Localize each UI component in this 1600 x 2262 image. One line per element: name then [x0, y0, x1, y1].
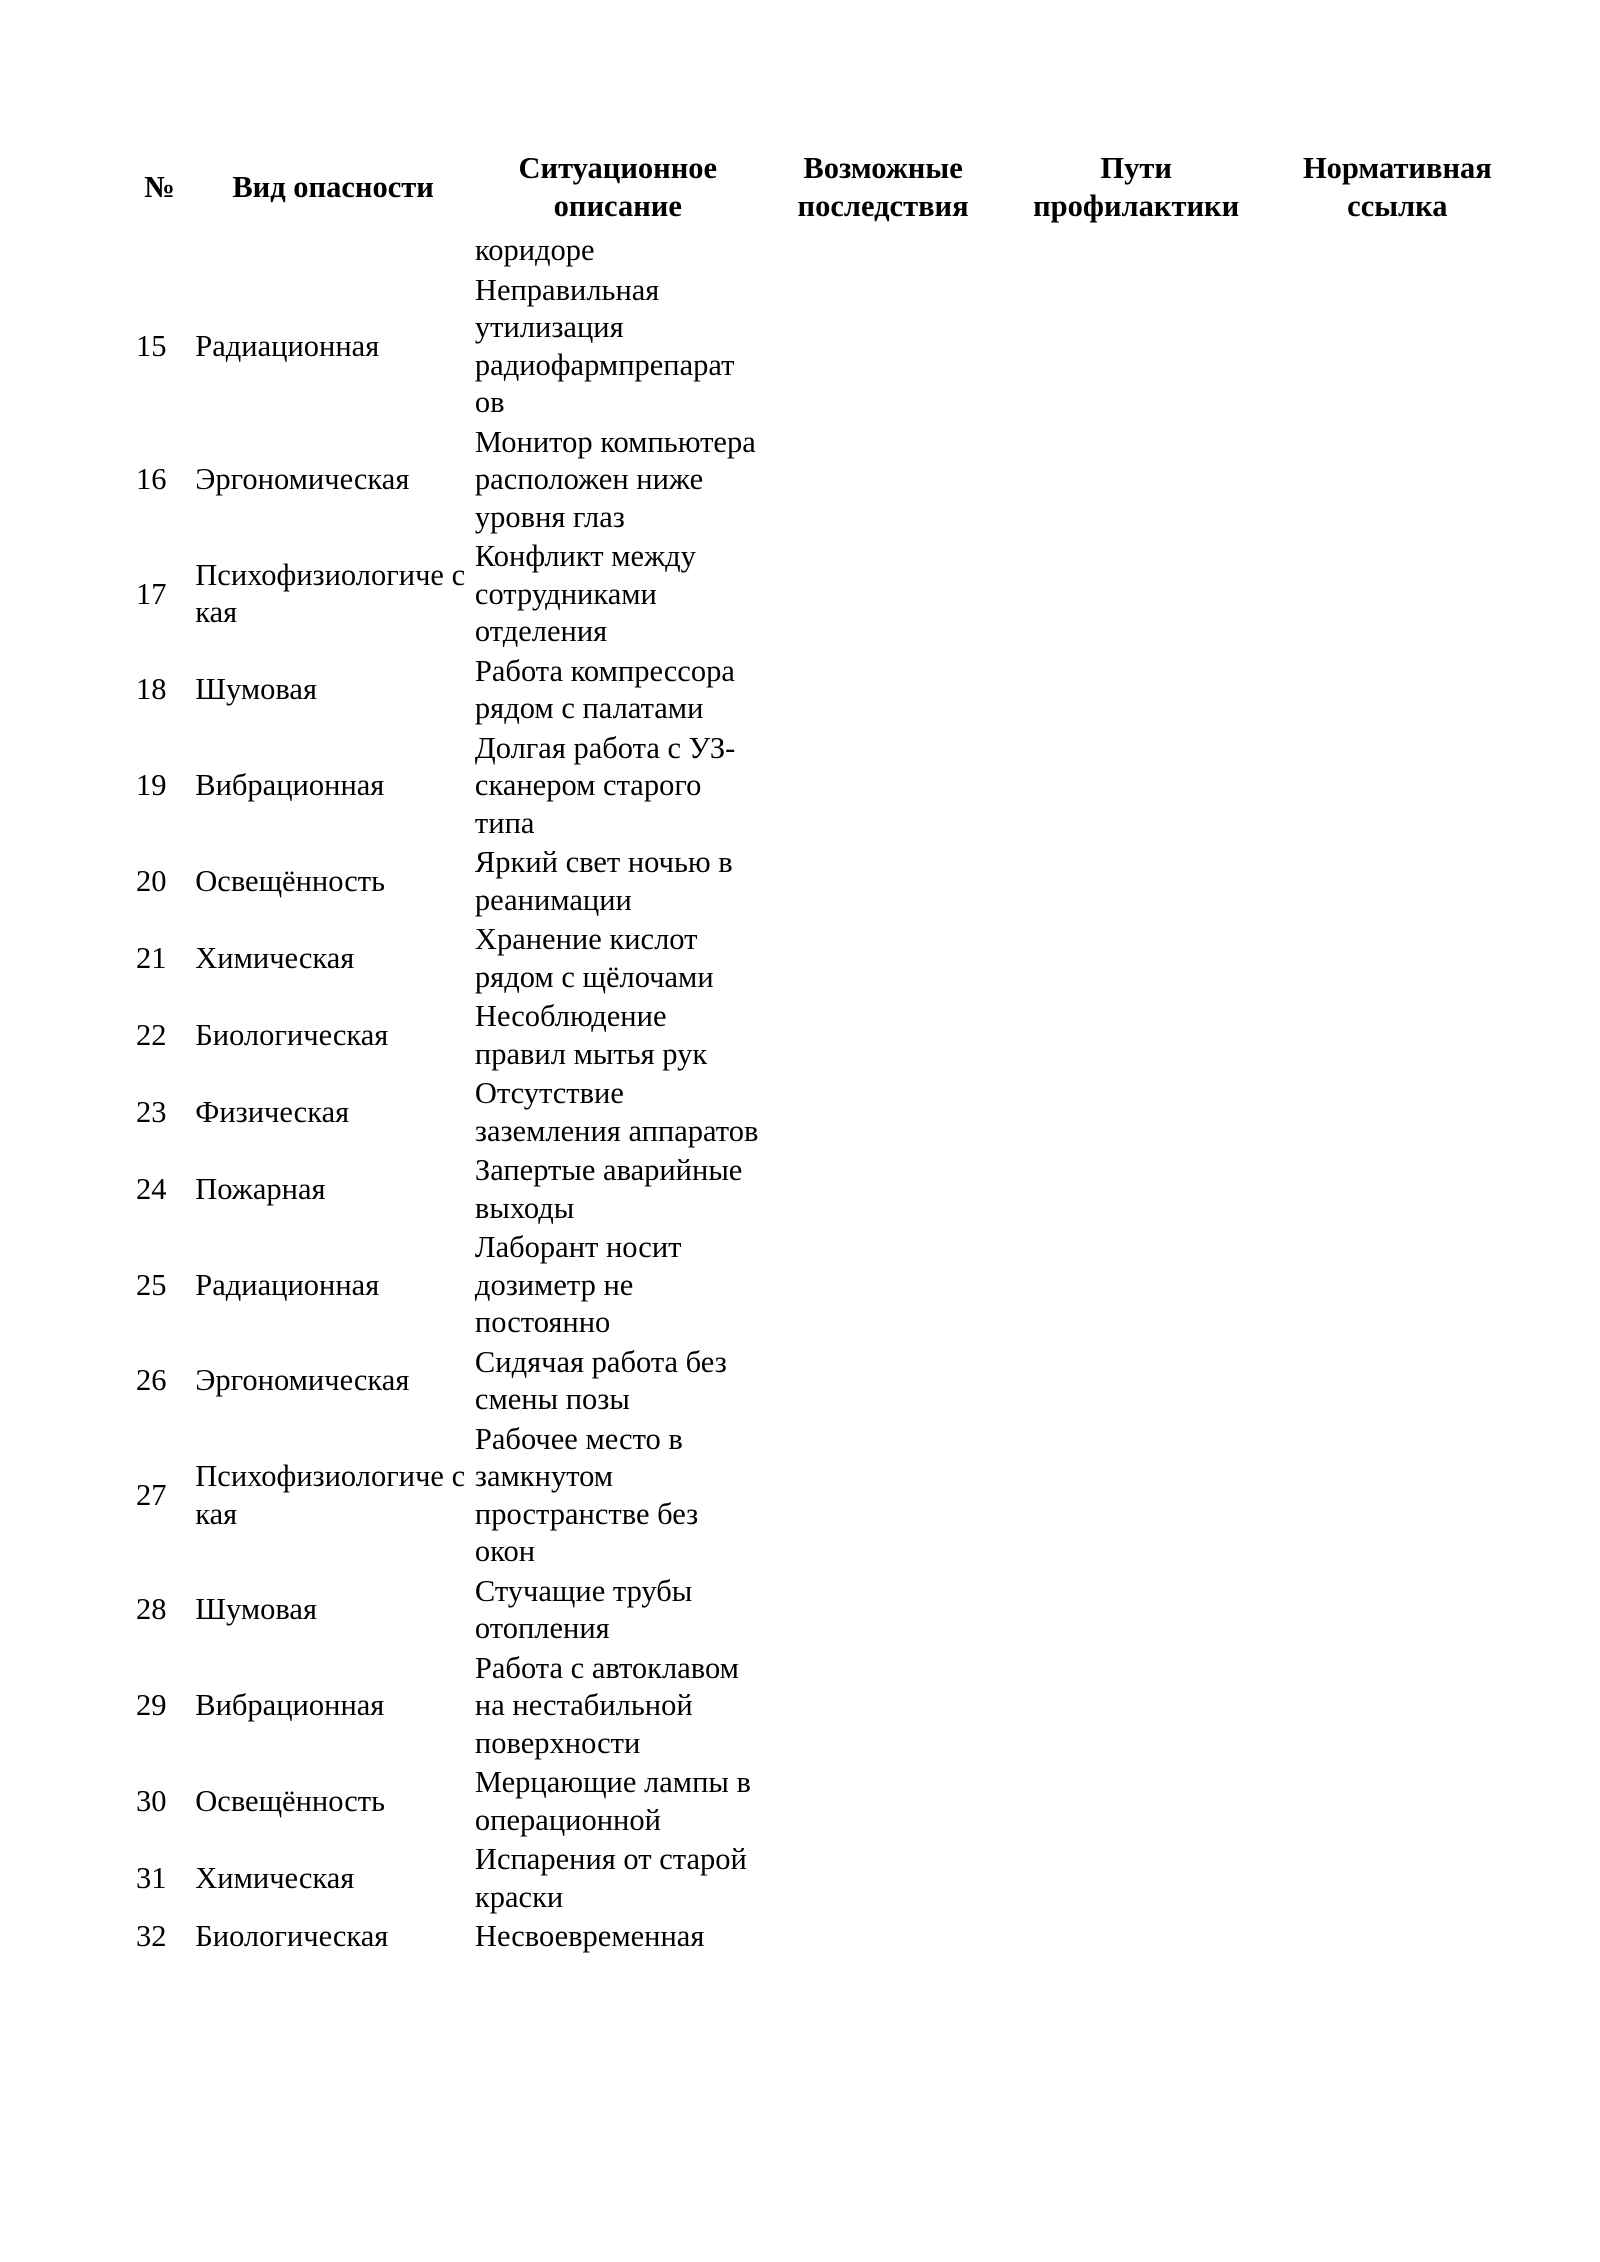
cell-reference — [1267, 537, 1528, 652]
table-row — [128, 271, 1528, 423]
cell-consequences — [761, 920, 1006, 997]
header-hazard-type: Вид опасности — [232, 169, 434, 204]
cell-consequences — [761, 1151, 1006, 1228]
cell-hazard-type: Вибрационная — [195, 1688, 385, 1722]
cell-prevention — [1006, 1074, 1267, 1151]
cell-prevention — [1006, 1763, 1267, 1840]
cell-prevention — [1006, 997, 1267, 1074]
cell-hazard-type: Радиационная — [195, 1267, 380, 1302]
cell-consequences — [761, 729, 1006, 844]
cell-prevention — [1006, 843, 1267, 920]
cell-prevention — [1006, 1840, 1267, 1917]
cell-reference — [1267, 1763, 1528, 1840]
cell-situation: Хранение кислот рядом с щёлочами — [474, 922, 714, 994]
cell-hazard-type: Химическая — [195, 940, 355, 975]
cell-hazard-type: Эргономическая — [195, 1363, 410, 1398]
cell-number: 29 — [136, 1688, 167, 1722]
cell-reference — [1267, 1228, 1528, 1343]
cell-number: 31 — [136, 1860, 167, 1895]
cell-situation: Работа компрессора рядом с палатами — [474, 653, 735, 725]
cell-situation: Долгая работа с УЗ-сканером старого типа — [474, 730, 736, 840]
cell-prevention — [1006, 271, 1267, 423]
cell-reference — [1267, 1840, 1528, 1917]
cell-reference — [1267, 729, 1528, 844]
cell-consequences — [761, 1649, 1006, 1764]
cell-situation: Несвоевременная — [474, 1919, 705, 1953]
cell-situation: Работа с автоклавом на нестабильной поверхности — [474, 1650, 739, 1760]
table-row — [128, 843, 1528, 920]
cell-hazard-type: Психофизиологиче ская — [195, 1459, 466, 1531]
table-row — [128, 1074, 1528, 1151]
cell-number: 19 — [136, 768, 167, 802]
table-header — [128, 150, 1528, 231]
cell-number — [128, 231, 191, 271]
cell-consequences — [761, 1763, 1006, 1840]
cell-number: 32 — [136, 1919, 167, 1953]
cell-prevention — [1006, 231, 1267, 271]
table-row — [128, 1572, 1528, 1649]
cell-prevention — [1006, 1343, 1267, 1420]
table-row — [128, 1917, 1528, 1957]
cell-situation: коридоре — [474, 233, 595, 267]
cell-hazard-type — [191, 231, 475, 271]
table-row — [128, 920, 1528, 997]
cell-hazard-type: Освещённость — [195, 863, 386, 898]
cell-number: 16 — [136, 462, 167, 496]
cell-number: 23 — [136, 1094, 167, 1129]
cell-hazard-type: Физическая — [195, 1094, 350, 1129]
cell-hazard-type: Вибрационная — [195, 768, 385, 802]
cell-reference — [1267, 1420, 1528, 1572]
table-body — [128, 231, 1528, 1957]
cell-reference — [1267, 1649, 1528, 1764]
cell-prevention — [1006, 652, 1267, 729]
cell-number: 27 — [136, 1477, 167, 1512]
cell-consequences — [761, 1572, 1006, 1649]
cell-reference — [1267, 423, 1528, 538]
cell-situation: Отсутствие заземления аппаратов — [474, 1076, 759, 1148]
cell-reference — [1267, 271, 1528, 423]
cell-hazard-type: Освещённость — [195, 1783, 386, 1818]
hazard-table — [128, 150, 1528, 1957]
cell-situation: Несоблюдение правил мытья рук — [474, 999, 708, 1071]
cell-hazard-type: Биологическая — [195, 1919, 389, 1953]
cell-reference — [1267, 1343, 1528, 1420]
cell-consequences — [761, 1840, 1006, 1917]
table-row — [128, 1420, 1528, 1572]
cell-situation: Испарения от старой краски — [474, 1842, 747, 1914]
header-reference: Нормативная ссылка — [1302, 151, 1492, 223]
cell-consequences — [761, 1343, 1006, 1420]
table-row — [128, 1151, 1528, 1228]
header-situation: Ситуационное описание — [518, 151, 718, 223]
cell-consequences — [761, 1228, 1006, 1343]
table-row — [128, 729, 1528, 844]
cell-number: 28 — [136, 1592, 167, 1627]
cell-consequences — [761, 843, 1006, 920]
table-row — [128, 1343, 1528, 1420]
cell-hazard-type: Эргономическая — [195, 462, 410, 496]
cell-reference — [1267, 1917, 1528, 1957]
table-row — [128, 1840, 1528, 1917]
cell-consequences — [761, 423, 1006, 538]
cell-hazard-type: Психофизиологиче ская — [195, 557, 466, 630]
table-row — [128, 537, 1528, 652]
cell-situation: Мерцающие лампы в операционной — [474, 1765, 751, 1837]
cell-prevention — [1006, 1151, 1267, 1228]
cell-prevention — [1006, 1572, 1267, 1649]
cell-situation: Сидячая работа без смены позы — [474, 1344, 727, 1416]
cell-hazard-type: Радиационная — [195, 328, 380, 363]
cell-number: 24 — [136, 1171, 167, 1206]
cell-reference — [1267, 231, 1528, 271]
cell-prevention — [1006, 1420, 1267, 1572]
cell-number: 30 — [136, 1783, 167, 1818]
header-consequences: Возможные последствия — [797, 151, 969, 223]
cell-situation: Стучащие трубы отопления — [474, 1573, 693, 1645]
table-row — [128, 1228, 1528, 1343]
cell-hazard-type: Химическая — [195, 1860, 355, 1895]
table-row — [128, 652, 1528, 729]
cell-prevention — [1006, 537, 1267, 652]
cell-number: 18 — [136, 672, 167, 707]
cell-consequences — [761, 997, 1006, 1074]
cell-consequences — [761, 271, 1006, 423]
table-row — [128, 1649, 1528, 1764]
cell-reference — [1267, 920, 1528, 997]
cell-situation: Лаборант носит дозиметр не постоянно — [474, 1230, 682, 1339]
header-number: № — [144, 169, 175, 204]
cell-hazard-type: Шумовая — [195, 672, 317, 707]
cell-reference — [1267, 1572, 1528, 1649]
cell-consequences — [761, 537, 1006, 652]
cell-reference — [1267, 997, 1528, 1074]
cell-hazard-type: Пожарная — [195, 1171, 326, 1206]
cell-situation: Конфликт между сотрудниками отделения — [474, 539, 696, 648]
cell-prevention — [1006, 1228, 1267, 1343]
cell-consequences — [761, 652, 1006, 729]
cell-hazard-type: Шумовая — [195, 1592, 317, 1627]
cell-situation: Неправильная утилизация радиофармпрепарат ов — [474, 272, 735, 419]
table-row — [128, 423, 1528, 538]
cell-number: 21 — [136, 940, 167, 975]
cell-number: 22 — [136, 1017, 167, 1052]
cell-prevention — [1006, 920, 1267, 997]
cell-situation: Яркий свет ночью в реанимации — [474, 845, 733, 917]
table-row — [128, 997, 1528, 1074]
table-row-continued — [128, 231, 1528, 271]
cell-consequences — [761, 1917, 1006, 1957]
cell-number: 26 — [136, 1363, 167, 1398]
header-prevention: Пути профилактики — [1033, 151, 1240, 223]
table-row — [128, 1763, 1528, 1840]
cell-reference — [1267, 652, 1528, 729]
cell-prevention — [1006, 1917, 1267, 1957]
cell-prevention — [1006, 729, 1267, 844]
cell-situation: Монитор компьютера расположен ниже уровня глаз — [474, 424, 756, 534]
cell-reference — [1267, 1074, 1528, 1151]
cell-hazard-type: Биологическая — [195, 1017, 389, 1052]
cell-consequences — [761, 1420, 1006, 1572]
cell-number: 25 — [136, 1267, 167, 1302]
cell-consequences — [761, 1074, 1006, 1151]
cell-prevention — [1006, 423, 1267, 538]
cell-number: 17 — [136, 576, 167, 611]
cell-prevention — [1006, 1649, 1267, 1764]
cell-number: 15 — [136, 328, 167, 363]
cell-reference — [1267, 1151, 1528, 1228]
cell-consequences — [761, 231, 1006, 271]
cell-reference — [1267, 843, 1528, 920]
cell-situation: Запертые аварийные выходы — [474, 1153, 743, 1225]
cell-situation: Рабочее место в замкнутом пространстве без окон — [474, 1421, 699, 1568]
cell-number: 20 — [136, 863, 167, 898]
